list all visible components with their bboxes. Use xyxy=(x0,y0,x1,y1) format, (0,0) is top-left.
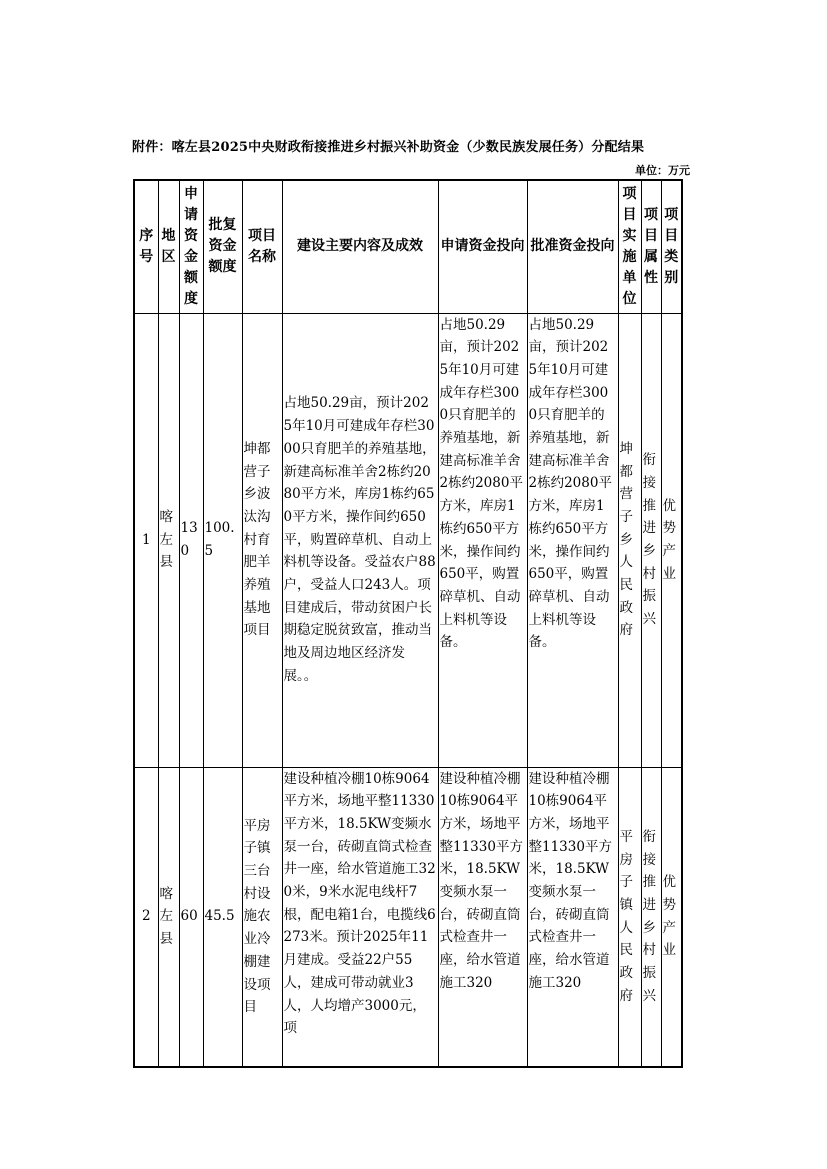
cell-category: 优势产业 xyxy=(661,313,682,767)
cell-region: 喀左县 xyxy=(158,313,179,767)
cell-seq: 2 xyxy=(134,767,158,1067)
cell-attribute: 衔接推进乡村振兴 xyxy=(641,767,661,1067)
header-category: 项目类别 xyxy=(661,180,682,313)
table-row xyxy=(134,313,682,767)
cell-approved-use: 占地50.29亩，预计2025年10月可建成年存栏3000只育肥羊的养殖基地，新建高标准羊舍2栋约2080平方米，库房1栋约650平方米，操作间约650平，购置碎草机、自动上料机等设备。 xyxy=(527,313,618,767)
cell-approved-use: 建设种植冷棚10栋9064平方米，场地平整11330平方米，18.5KW变频水泵一台，砖砌直筒式检查井一座，给水管道施工320 xyxy=(527,767,618,1067)
header-row xyxy=(134,180,682,313)
allocation-table xyxy=(133,179,683,1068)
cell-implementer: 平房子镇人民政府 xyxy=(618,767,641,1067)
cell-applied-amount: 60 xyxy=(179,767,203,1067)
cell-project-name: 坤都营子乡波汰沟村育肥羊养殖基地项目 xyxy=(242,313,282,767)
header-attribute: 项目属性 xyxy=(641,180,661,313)
cell-region: 喀左县 xyxy=(158,767,179,1067)
cell-content: 占地50.29亩，预计2025年10月可建成年存栏3000只育肥羊的养殖基地，新建高标准羊舍2栋约2080平方米，库房1栋约650平方米，操作间约650平，购置碎草机、自动上料机等设备。受益农户88户，受益人口243人。项目建成后，带动贫困户长期稳定脱贫致富，推动当地及周边地区经济发展。。 xyxy=(282,313,438,767)
header-applied-amount: 申请资金额度 xyxy=(179,180,203,313)
cell-content: 建设种植冷棚10栋9064平方米，场地平整11330平方米，18.5KW变频水泵一台，砖砌直筒式检查井一座，给水管道施工320米，9米水泥电线杆7根，配电箱1台，电揽线6273米。预计2025年11月建成。受益22户55人，建成可带动就业3人，人均增产3000元，项 xyxy=(282,767,438,1067)
cell-attribute: 衔接推进乡村振兴 xyxy=(641,313,661,767)
cell-project-name: 平房子镇三台村设施农业冷棚建设项目 xyxy=(242,767,282,1067)
cell-implementer: 坤都营子乡人民政府 xyxy=(618,313,641,767)
header-approved-use: 批准资金投向 xyxy=(527,180,618,313)
cell-category: 优势产业 xyxy=(661,767,682,1067)
cell-applied-use: 建设种植冷棚10栋9064平方米，场地平整11330平方米，18.5KW变频水泵一台，砖砌直筒式检查井一座，给水管道施工320 xyxy=(438,767,527,1067)
header-applied-use: 申请资金投向 xyxy=(438,180,527,313)
header-project-name: 项目名称 xyxy=(242,180,282,313)
document-title: 附件：喀左县2025中央财政衔接推进乡村振兴补助资金（少数民族发展任务）分配结果 xyxy=(132,140,645,155)
header-content: 建设主要内容及成效 xyxy=(282,180,438,313)
header-implementer: 项目实施单位 xyxy=(618,180,641,313)
header-region: 地区 xyxy=(158,180,179,313)
table-row xyxy=(134,767,682,1067)
cell-seq: 1 xyxy=(134,313,158,767)
unit-label: 单位：万元 xyxy=(635,164,690,177)
cell-approved-amount: 100.5 xyxy=(203,313,242,767)
header-approved-amount: 批复资金额度 xyxy=(203,180,242,313)
cell-applied-use: 占地50.29亩，预计2025年10月可建成年存栏3000只育肥羊的养殖基地，新建高标准羊舍2栋约2080平方米，库房1栋约650平方米，操作间约650平，购置碎草机、自动上料机等设备。 xyxy=(438,313,527,767)
cell-approved-amount: 45.5 xyxy=(203,767,242,1067)
cell-applied-amount: 130 xyxy=(179,313,203,767)
header-seq: 序号 xyxy=(134,180,158,313)
